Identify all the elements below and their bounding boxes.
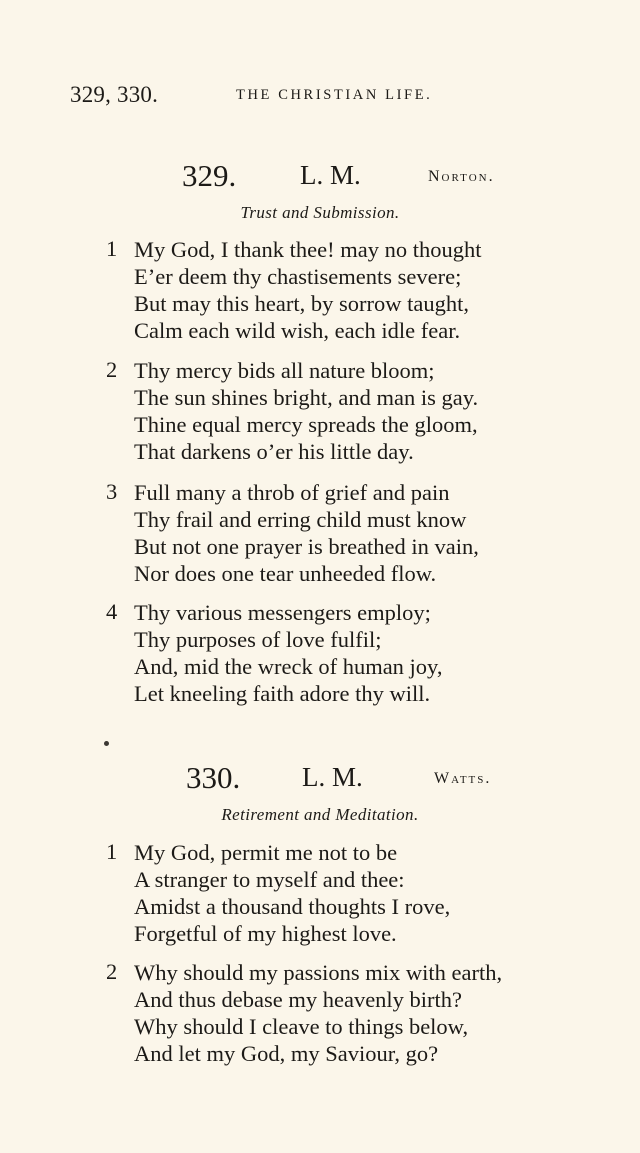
verse-line: And thus debase my heavenly birth? — [134, 987, 463, 1012]
hymn-number: 330. — [186, 760, 241, 795]
verse-line: Full many a throb of grief and pain — [134, 480, 450, 505]
verse-line: Thy mercy bids all nature bloom; — [134, 358, 435, 383]
running-title: THE CHRISTIAN LIFE. — [236, 87, 433, 103]
stanza-number: 3 — [106, 479, 118, 504]
ink-dot — [104, 741, 109, 746]
verse-line: But not one prayer is breathed in vain, — [134, 534, 479, 559]
verse-line: Thy frail and erring child must know — [134, 507, 467, 532]
stanza-number: 2 — [106, 959, 118, 984]
verse-line: E’er deem thy chastisements severe; — [134, 264, 462, 289]
verse-line: Thy purposes of love fulfil; — [134, 627, 382, 652]
hymn-meter: L. M. — [300, 160, 361, 190]
hymn-author: Norton. — [428, 168, 495, 185]
verse-line: That darkens o’er his little day. — [134, 439, 414, 464]
page-numbers: 329, 330. — [70, 82, 159, 107]
running-head — [70, 82, 570, 112]
verse-line: Calm each wild wish, each idle fear. — [134, 318, 461, 343]
verse-line: Thy various messengers employ; — [134, 600, 431, 625]
verse-line: A stranger to myself and thee: — [134, 867, 405, 892]
hymn-330-subtitle: Retirement and Meditation. — [221, 805, 419, 824]
verse-line: My God, permit me not to be — [134, 840, 398, 865]
stanza-number: 2 — [106, 357, 118, 382]
verse-line: The sun shines bright, and man is gay. — [134, 385, 479, 410]
hymn-author: Watts. — [434, 770, 492, 787]
verse-line: Why should my passions mix with earth, — [134, 960, 503, 985]
verse-line: Thine equal mercy spreads the gloom, — [134, 412, 478, 437]
stanza-number: 4 — [106, 599, 118, 624]
hymn-329-subtitle: Trust and Submission. — [240, 203, 400, 222]
hymn-meter: L. M. — [302, 762, 363, 792]
verse-line: But may this heart, by sorrow taught, — [134, 291, 469, 316]
hymn-330-header — [0, 760, 640, 800]
hymn-number: 329. — [182, 158, 237, 193]
verse-line: My God, I thank thee! may no thought — [134, 237, 482, 262]
verse-line: Why should I cleave to things below, — [134, 1014, 469, 1039]
verse-line: Let kneeling faith adore thy will. — [134, 681, 431, 706]
verse-line: And, mid the wreck of human joy, — [134, 654, 443, 679]
stanza-number: 1 — [106, 839, 118, 864]
verse-line: And let my God, my Saviour, go? — [134, 1041, 439, 1066]
verse-line: Forgetful of my highest love. — [134, 921, 397, 946]
stanza-number: 1 — [106, 236, 118, 261]
verse-line: Nor does one tear unheeded flow. — [134, 561, 437, 586]
verse-line: Amidst a thousand thoughts I rove, — [134, 894, 451, 919]
hymn-329-header — [0, 158, 640, 198]
